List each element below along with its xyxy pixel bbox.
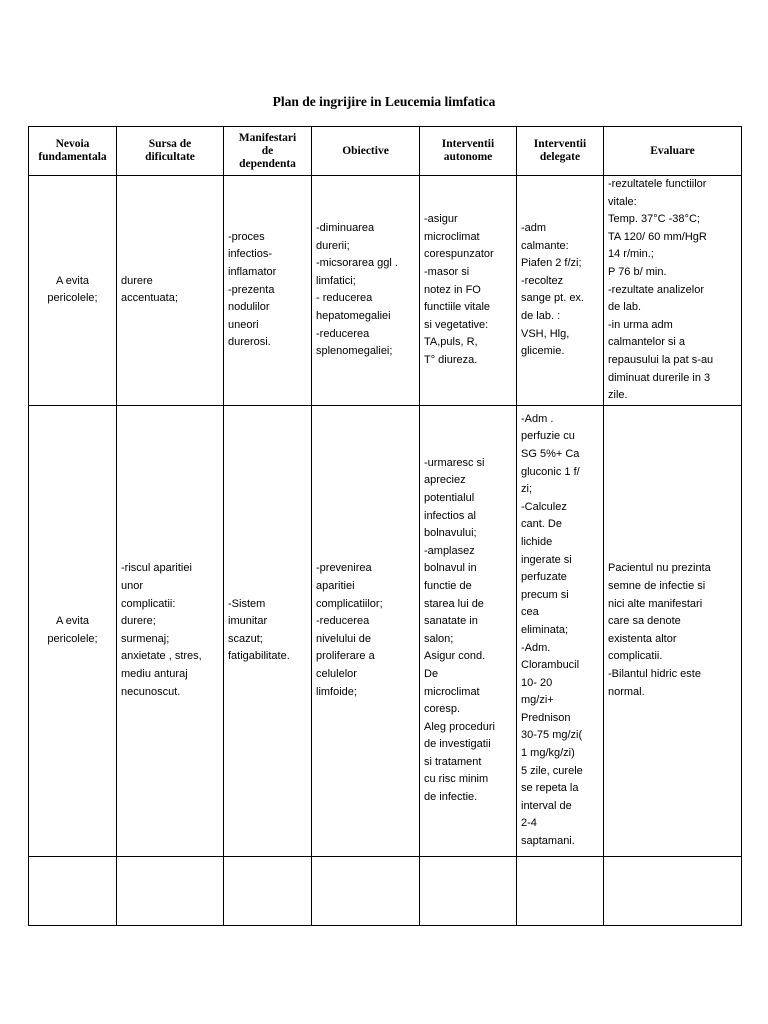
cell-line: -Calculez (521, 500, 567, 513)
cell-line: proliferare a (316, 650, 375, 663)
cell-nevoia (29, 405, 117, 856)
cell-line: -rezultatele functiilor (608, 178, 707, 190)
cell-line: -reducerea (316, 327, 370, 340)
cell-sursa (117, 176, 224, 406)
cell-line: durerosi. (228, 336, 271, 349)
cell-line: durere; (121, 615, 156, 628)
cell-line: autonome (443, 151, 493, 163)
cell-line: complicatii. (608, 650, 663, 663)
cell-line: Nevoia (55, 138, 90, 150)
cell-line: hepatomegaliei (316, 309, 391, 322)
cell-line: complicatii: (121, 597, 176, 610)
cell-line: infectios- (228, 248, 273, 261)
cell-line: sange pt. ex. (521, 292, 584, 305)
header-manifestari (224, 127, 312, 176)
cell-line: 10- 20 (521, 676, 553, 689)
cell-line: notez in FO (424, 283, 481, 296)
cell-line: TA 120/ 60 mm/HgR (608, 230, 707, 243)
cell-line: si tratament (424, 755, 482, 768)
header-autonome (420, 127, 517, 176)
cell-line: calmante: (521, 239, 569, 252)
cell-line: potentialul (424, 491, 475, 504)
cell-line: -asigur (424, 213, 458, 226)
header-nevoia (29, 127, 117, 176)
cell-sursa (117, 856, 224, 925)
cell-line: durere (121, 274, 153, 287)
cell-line: anxietate , stres, (121, 650, 202, 663)
cell-line: Prednison (521, 711, 571, 724)
cell-line: cu risc minim (424, 773, 489, 786)
cell-line: de investigatii (424, 738, 491, 751)
cell-line: de (261, 144, 274, 157)
cell-line: fundamentala (38, 151, 107, 163)
cell-line: saptamani. (521, 835, 575, 848)
cell-line: perfuzate (521, 571, 567, 584)
cell-line: 1 mg/kg/zi) (521, 747, 575, 760)
cell-line: -adm (521, 221, 547, 234)
cell-line: -in urma adm (608, 318, 673, 331)
cell-line: normal. (608, 685, 645, 698)
cell-line: bolnavului; (424, 527, 477, 540)
cell-line: splenomegaliei; (316, 345, 393, 358)
cell-line: de lab. : (521, 309, 561, 322)
cell-line: eliminata; (521, 623, 569, 636)
cell-delegate (517, 176, 604, 406)
cell-line: Pacientul nu prezinta (608, 562, 711, 575)
cell-manifestari (224, 176, 312, 406)
header-obiective (312, 127, 420, 176)
care-plan-table (28, 126, 742, 926)
cell-line: existenta altor (608, 632, 677, 645)
cell-line: semne de infectie si (608, 579, 706, 592)
cell-line: -Adm . (521, 412, 554, 425)
cell-line: de lab. (608, 301, 642, 314)
cell-line: se repeta la (521, 782, 579, 795)
cell-line: unor (121, 579, 144, 592)
cell-line: functiile vitale (424, 301, 491, 314)
cell-line: -masor si (424, 265, 470, 278)
cell-line: care sa denote (608, 615, 681, 628)
cell-sursa (117, 405, 224, 856)
cell-manifestari (224, 405, 312, 856)
cell-line: microclimat (424, 685, 480, 698)
cell-line: salon; (424, 632, 454, 645)
cell-line: imunitar (228, 615, 268, 628)
table-row (29, 176, 742, 406)
cell-line: functie de (424, 579, 472, 592)
cell-line: glicemie. (521, 345, 565, 358)
cell-line: ingerate si (521, 553, 572, 566)
cell-line: perfuzie cu (521, 430, 575, 443)
cell-line: fatigabilitate. (228, 650, 290, 663)
cell-line: gluconic 1 f/ (521, 465, 580, 478)
cell-line: pericolele; (47, 292, 98, 305)
cell-line: Interventii (441, 138, 495, 150)
cell-line: 5 zile, curele (521, 764, 583, 777)
cell-line: Temp. 37°C -38°C; (608, 213, 700, 226)
cell-line: delegate (539, 151, 581, 163)
cell-autonome (420, 405, 517, 856)
cell-line: dependenta (239, 157, 296, 170)
cell-line: -diminuarea (316, 221, 375, 234)
cell-line: infectios al (424, 509, 476, 522)
cell-line: -reducerea (316, 615, 370, 628)
cell-nevoia (29, 856, 117, 925)
cell-line: -proces (228, 230, 265, 243)
cell-line: -urmaresc si (424, 456, 485, 469)
header-evaluare (604, 127, 742, 176)
cell-line: A evita (55, 615, 90, 628)
cell-line: VSH, Hlg, (521, 327, 570, 340)
cell-line: complicatiilor; (316, 597, 383, 610)
cell-evaluare (604, 856, 742, 925)
cell-line: si vegetative: (424, 318, 489, 331)
cell-line: calmantelor si a (608, 336, 686, 349)
cell-line: -Sistem (228, 597, 266, 610)
cell-line: vitale: (608, 195, 637, 208)
cell-line: zi; (521, 483, 532, 496)
cell-line: limfatici; (316, 274, 356, 287)
cell-line: Interventii (533, 138, 587, 150)
cell-line: bolnavul in (424, 562, 477, 575)
cell-line: -rezultate analizelor (608, 283, 704, 296)
cell-line: apreciez (424, 474, 466, 487)
cell-line: limfoide; (316, 685, 357, 698)
cell-autonome (420, 176, 517, 406)
cell-line: repausului la pat s-au (608, 353, 714, 366)
cell-line: Aleg proceduri (424, 720, 495, 733)
cell-obiective (312, 405, 420, 856)
cell-line: TA,puls, R, (424, 336, 478, 349)
cell-line: -amplasez (424, 544, 475, 557)
cell-line: -micsorarea ggl . (316, 257, 398, 270)
cell-line: nivelului de (316, 632, 372, 645)
cell-line: -prevenirea (316, 562, 372, 575)
cell-line: A evita (55, 274, 90, 287)
cell-line: inflamator (228, 265, 277, 278)
cell-line: lichide (521, 535, 553, 548)
cell-line: Sursa de (148, 138, 192, 150)
cell-line: - reducerea (316, 292, 373, 305)
header-sursa (117, 127, 224, 176)
cell-line: De (424, 667, 439, 680)
cell-autonome (420, 856, 517, 925)
cell-line: microclimat (424, 230, 480, 243)
cell-line: Asigur cond. (424, 650, 486, 663)
table-row (29, 405, 742, 856)
cell-line: surmenaj; (121, 632, 170, 645)
cell-line: Manifestari (238, 131, 297, 144)
cell-line: nodulilor (228, 301, 270, 314)
cell-line: durerii; (316, 239, 350, 252)
header-row (29, 127, 742, 176)
cell-line: mediu anturaj (121, 667, 188, 680)
cell-nevoia (29, 176, 117, 406)
header-delegate (517, 127, 604, 176)
cell-line: Clorambucil (521, 659, 580, 672)
cell-line: 2-4 (521, 817, 537, 830)
cell-line: aparitiei (316, 579, 355, 592)
cell-line: uneori (228, 318, 259, 331)
table-row (29, 856, 742, 925)
cell-line: mg/zi+ (521, 694, 554, 707)
cell-line: corespunzator (424, 248, 494, 261)
document-title: Plan de ingrijire in Leucemia limfatica (272, 94, 496, 109)
cell-line: -riscul aparitiei (121, 562, 192, 575)
cell-line: zile. (608, 389, 628, 402)
cell-line: 30-75 mg/zi( (521, 729, 583, 742)
cell-line: T° diureza. (424, 353, 478, 366)
cell-line: necunoscut. (121, 685, 181, 698)
cell-line: cant. De (521, 518, 562, 531)
cell-line: pericolele; (47, 632, 98, 645)
cell-line: accentuata; (121, 292, 178, 305)
cell-line: -prezenta (228, 283, 275, 296)
cell-obiective (312, 176, 420, 406)
cell-line: nici alte manifestari (608, 597, 703, 610)
cell-line: -Bilantul hidric este (608, 667, 701, 680)
cell-line: scazut; (228, 632, 263, 645)
cell-line: interval de (521, 799, 572, 812)
cell-line: sanatate in (424, 615, 478, 628)
cell-line: -recoltez (521, 274, 564, 287)
cell-line: Obiective (342, 144, 389, 157)
cell-line: precum si (521, 588, 569, 601)
cell-evaluare (604, 176, 742, 406)
cell-line: dificultate (145, 151, 195, 163)
cell-delegate (517, 856, 604, 925)
cell-line: -Adm. (521, 641, 551, 654)
cell-line: starea lui de (424, 597, 484, 610)
cell-line: celulelor (316, 667, 357, 680)
cell-line: P 76 b/ min. (608, 265, 667, 278)
cell-line: cea (521, 606, 539, 619)
cell-line: SG 5%+ Ca (521, 447, 580, 460)
cell-line: Evaluare (650, 144, 695, 157)
cell-line: 14 r/min.; (608, 248, 654, 261)
cell-line: de infectie. (424, 791, 478, 804)
cell-manifestari (224, 856, 312, 925)
cell-obiective (312, 856, 420, 925)
cell-line: coresp. (424, 703, 461, 716)
cell-evaluare (604, 405, 742, 856)
cell-line: Piafen 2 f/zi; (521, 257, 582, 270)
cell-delegate (517, 405, 604, 856)
cell-line: diminuat durerile in 3 (608, 371, 711, 384)
